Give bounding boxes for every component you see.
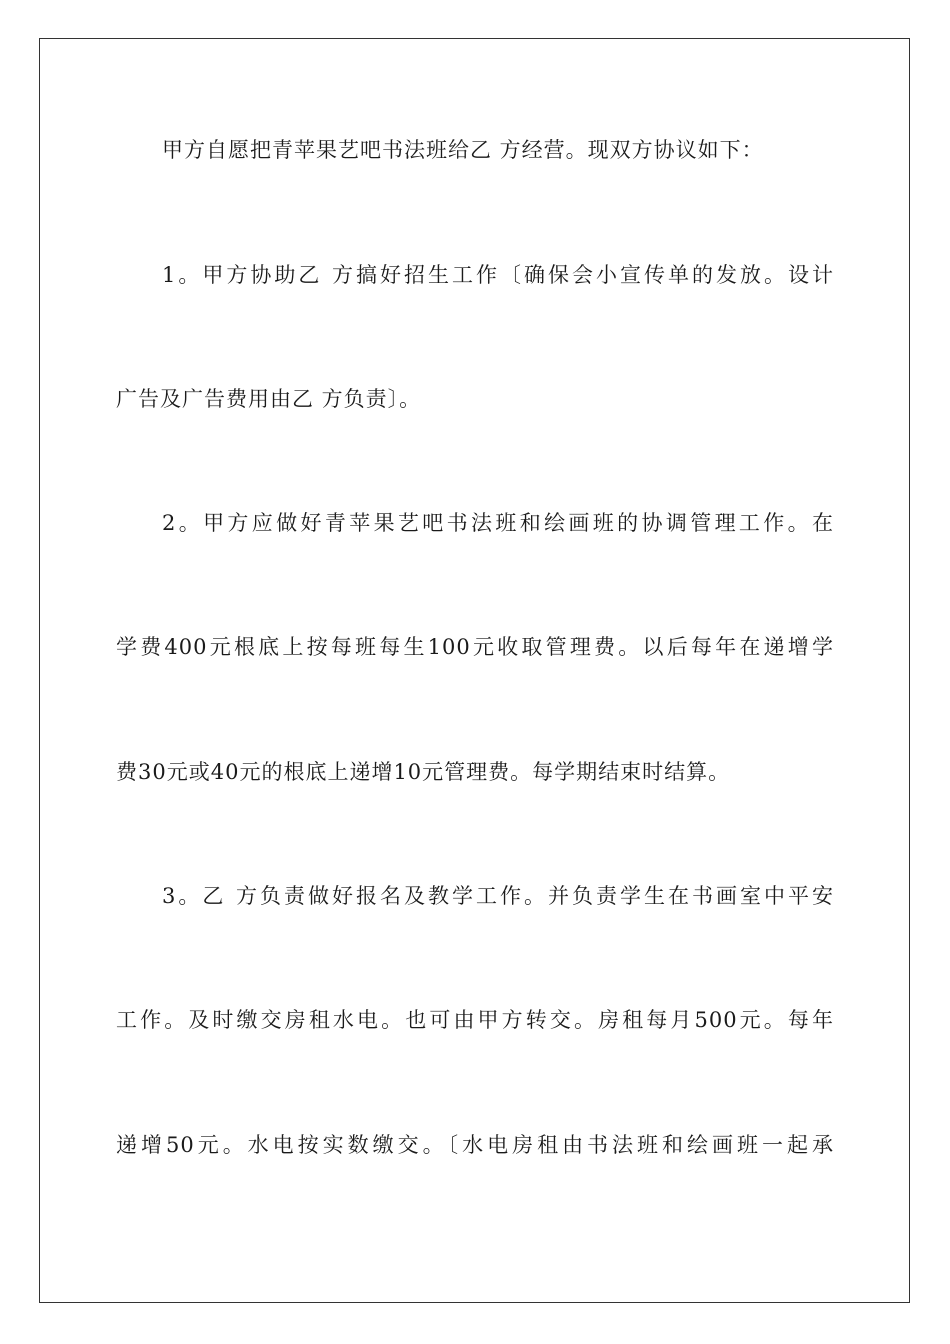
clause-2-line-2: 学费400元根底上按每班每生100元收取管理费。以后每年在递增学 <box>116 635 834 659</box>
clause-2-line-1: 2。甲方应做好青苹果艺吧书法班和绘画班的协调管理工作。在 <box>162 511 834 535</box>
clause-3-line-1: 3。乙 方负责做好报名及教学工作。并负责学生在书画室中平安 <box>162 884 834 908</box>
page-border <box>39 38 910 1303</box>
clause-2-line-3: 费30元或40元的根底上递增10元管理费。每学期结束时结算。 <box>116 760 731 784</box>
clause-1-line-2: 广告及广告费用由乙 方负责〕。 <box>116 387 422 411</box>
clause-3-line-3: 递增50元。水电按实数缴交。〔水电房租由书法班和绘画班一起承 <box>116 1133 834 1157</box>
intro-paragraph-line: 甲方自愿把青苹果艺吧书法班给乙 方经营。现双方协议如下： <box>162 138 764 162</box>
clause-3-line-2: 工作。及时缴交房租水电。也可由甲方转交。房租每月500元。每年 <box>116 1008 834 1032</box>
clause-1-line-1: 1。甲方协助乙 方搞好招生工作〔确保会小宣传单的发放。设计 <box>162 263 834 287</box>
